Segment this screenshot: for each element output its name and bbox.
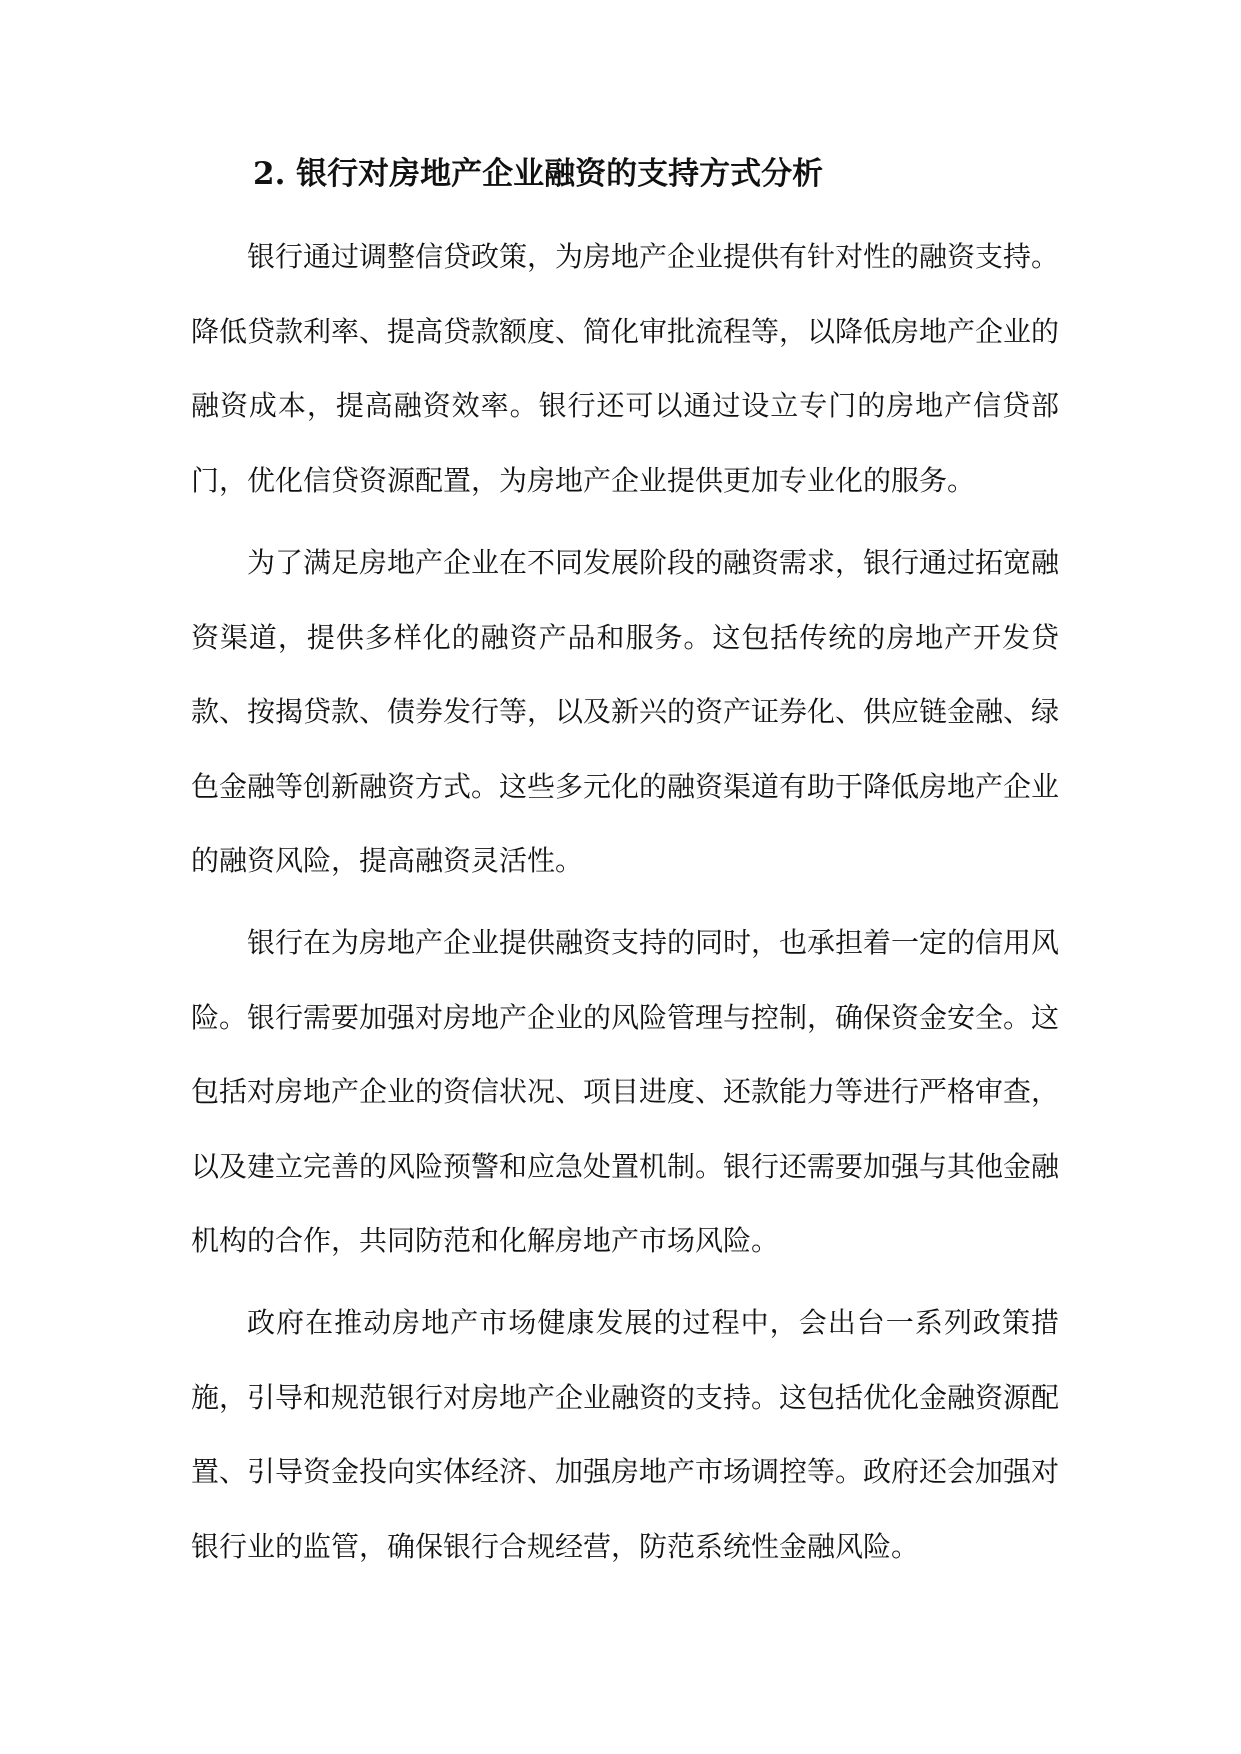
paragraph-government-policy: 政府在推动房地产市场健康发展的过程中，会出台一系列政策措施，引导和规范银行对房地产企业融资的支持。这包括优化金融资源配置、引导资金投向实体经济、加强房地产市场调控等。政府还会加强对银行业的监管，确保银行合规经营，防范系统性金融风险。	[191, 1306, 1060, 1563]
paragraph-risk-management: 银行在为房地产企业提供融资支持的同时，也承担着一定的信用风险。银行需要加强对房地产企业的风险管理与控制，确保资金安全。这包括对房地产企业的资信状况、项目进度、还款能力等进行严格审查，以及建立完善的风险预警和应急处置机制。银行还需要加强与其他金融机构的合作，共同防范和化解房地产市场风险。	[191, 926, 1060, 1257]
paragraph-financing-channels: 为了满足房地产企业在不同发展阶段的融资需求，银行通过拓宽融资渠道，提供多样化的融资产品和服务。这包括传统的房地产开发贷款、按揭贷款、债券发行等，以及新兴的资产证券化、供应链金融、绿色金融等创新融资方式。这些多元化的融资渠道有助于降低房地产企业的融资风险，提高融资灵活性。	[191, 546, 1060, 877]
section-heading: 2. 银行对房地产企业融资的支持方式分析	[253, 156, 824, 192]
paragraph-credit-policy: 银行通过调整信贷政策，为房地产企业提供有针对性的融资支持。降低贷款利率、提高贷款额度、简化审批流程等，以降低房地产企业的融资成本，提高融资效率。银行还可以通过设立专门的房地产信贷部门，优化信贷资源配置，为房地产企业提供更加专业化的服务。	[191, 240, 1060, 497]
